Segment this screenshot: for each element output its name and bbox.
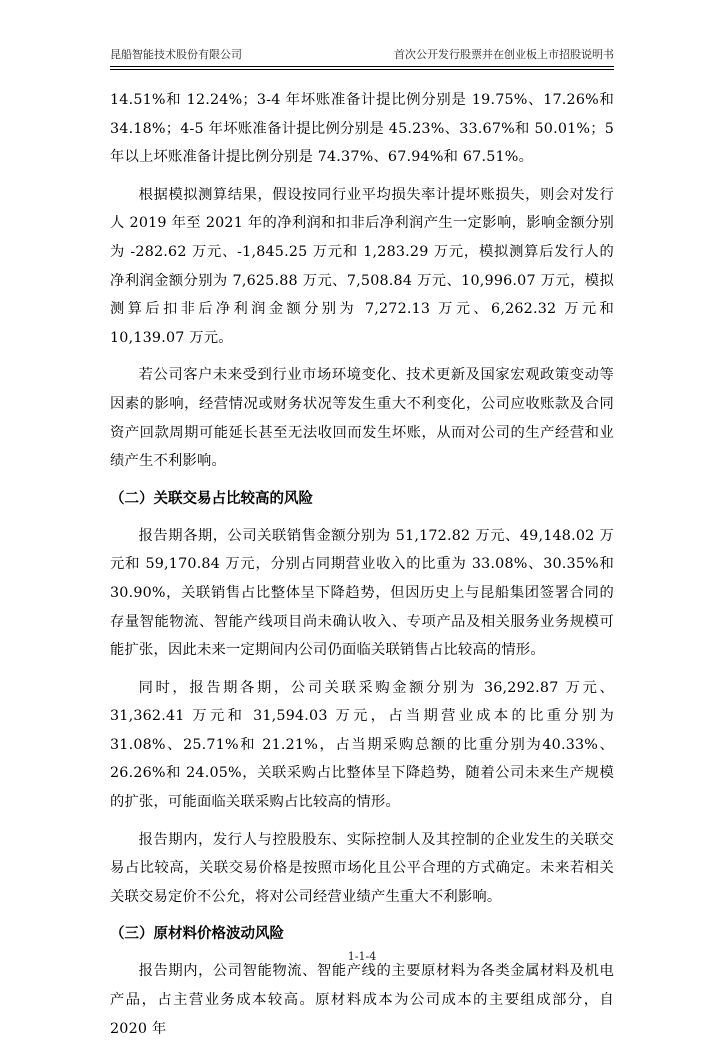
running-header: [110, 46, 614, 67]
paragraph-simulation-impact: 根据模拟测算结果，假设按同行业平均损失率计提坏账损失，则会对发行人 2019 年至 2021 年的净利润和扣非后净利润产生一定影响，影响金额分别为 -282.62 万元、-1,845.25 万元和 1,283.29 万元，模拟测算后发行人的净利润金额分别为 7,625.88 万元、7,508.84 万元、10,996.07 万元，模拟测算后扣非后净利润金额分别为 7,272.13 万元、6,262.32 万元和 10,139.07 万元。: [110, 186, 614, 346]
paragraph-raw-materials: 报告期内，公司智能物流、智能产线的主要原材料为各类金属材料及机电产品，占主营业务成本较高。原材料成本为公司成本的主要组成部分，自 2020 年: [110, 963, 614, 1037]
section-heading-related-transactions: （二）关联交易占比较高的风险: [110, 490, 313, 507]
paragraph-receivable-risk: 若公司客户未来受到行业市场环境变化、技术更新及国家宏观政策变动等因素的影响，经营情况或财务状况等发生重大不利变化，公司应收账款及合同资产回款周期可能延长甚至无法收回而发生坏账，从而对公司的生产经营和业绩产生不利影响。: [110, 367, 614, 470]
page-body: [110, 86, 614, 1052]
section-heading-raw-material-risk: （三）原材料价格波动风险: [110, 926, 284, 943]
header-company-name: 昆船智能技术股份有限公司: [110, 48, 242, 61]
paragraph-related-sales: 报告期各期，公司关联销售金额分别为 51,172.82 万元、49,148.02 万元和 59,170.84 万元，分别占同期营业收入的比重为 33.08%、30.35%和 30.90%，关联销售占比整体呈下降趋势，但因历史上与昆船集团签署合同的存量智能物流、智能产线项目尚未确认收入、专项产品及相关服务业务规模可能扩张，因此未来一定期间内公司仍面临关联销售占比较高的情形。: [110, 527, 614, 659]
paragraph-related-purchases: 同时，报告期各期，公司关联采购金额分别为 36,292.87 万元、31,362.41 万元和 31,594.03 万元，占当期营业成本的比重分别为 31.08%、25.71%和 21.21%，占当期采购总额的比重分别为40.33%、26.26%和 24.05%，关联采购占比整体呈下降趋势，随着公司未来生产规模的扩张，可能面临关联采购占比较高的情形。: [110, 679, 614, 811]
paragraph-bad-debt-ratios: 14.51%和 12.24%；3-4 年坏账准备计提比例分别是 19.75%、17.26%和 34.18%；4-5 年坏账准备计提比例分别是 45.23%、33.67%和 50.01%；5 年以上坏账准备计提比例分别是 74.37%、67.94%和 67.51%。: [110, 92, 614, 166]
page-number: 1-1-4: [347, 950, 377, 963]
header-document-title: 首次公开发行股票并在创业板上市招股说明书: [394, 48, 614, 61]
paragraph-related-pricing: 报告期内，发行人与控股股东、实际控制人及其控制的企业发生的关联交易占比较高，关联交易价格是按照市场化且公平合理的方式确定。未来若相关关联交易定价不公允，将对公司经营业绩产生重大不利影响。: [110, 831, 614, 905]
